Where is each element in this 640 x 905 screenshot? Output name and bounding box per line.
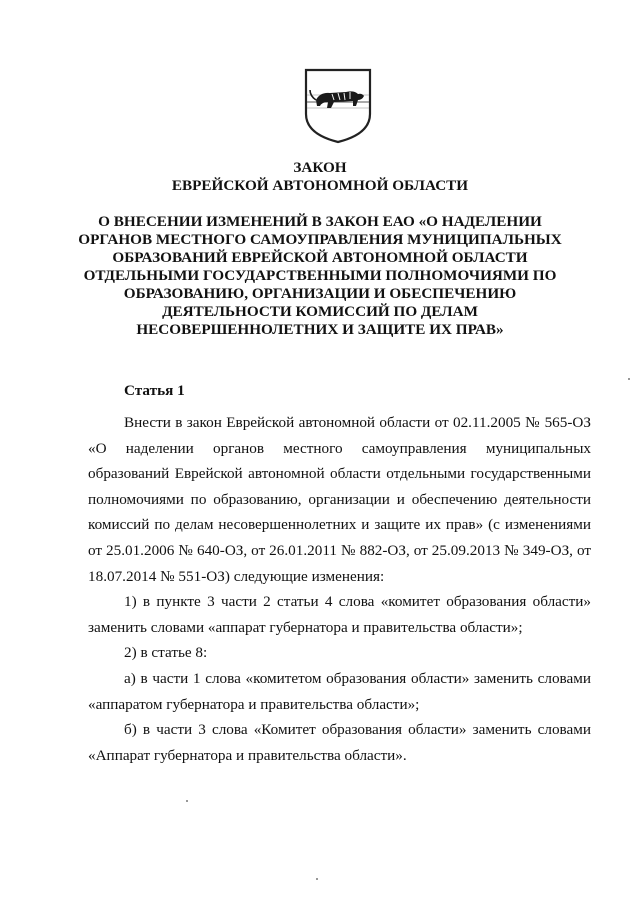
region-label: ЕВРЕЙСКОЙ АВТОНОМНОЙ ОБЛАСТИ [171, 177, 469, 194]
body-line: заменить словами «аппарат губернатора и правительства области»; [88, 618, 523, 636]
body-line: «Аппарат губернатора и правительства области». [88, 746, 407, 764]
article-body [88, 410, 591, 768]
body-line: Внести в закон Еврейской автономной области от 02.11.2005 № 565-ОЗ [124, 414, 591, 431]
scan-speck [186, 800, 188, 802]
body-line: комиссий по делам несовершеннолетних и защите их прав» (с изменениями [88, 516, 591, 534]
scan-speck [316, 878, 318, 880]
title-line: О ВНЕСЕНИИ ИЗМЕНЕНИЙ В ЗАКОН ЕАО «О НАДЕЛЕНИИ [98, 213, 542, 230]
title-line: ОРГАНОВ МЕСТНОГО САМОУПРАВЛЕНИЯ МУНИЦИПАЛЬНЫХ [78, 231, 562, 248]
title-line: ОТДЕЛЬНЫМИ ГОСУДАРСТВЕННЫМИ ПОЛНОМОЧИЯМИ ПО [83, 267, 557, 284]
scan-speck [628, 378, 630, 380]
body-line: «аппаратом губернатора и правительства области»; [88, 695, 420, 713]
article-heading: Статья 1 [124, 382, 185, 399]
body-line: 18.07.2014 № 551-ОЗ) следующие изменения: [88, 567, 385, 585]
body-line: б) в части 3 слова «Комитет образования области» заменить словами [124, 721, 591, 739]
law-label: ЗАКОН [293, 159, 347, 176]
body-line: «О наделении органов местного самоуправления муниципальных [88, 439, 591, 457]
body-line: полномочиями по образованию, организации и обеспечению деятельности [88, 490, 591, 508]
body-line: 2) в статье 8: [124, 644, 208, 662]
body-line: образований Еврейской автономной области отдельными государственными [88, 465, 591, 483]
tiger-icon [310, 90, 364, 108]
coat-of-arms-icon [298, 62, 378, 146]
body-line: а) в части 1 слова «комитетом образования области» заменить словами [124, 669, 591, 687]
body-line: 1) в пункте 3 части 2 статьи 4 слова «комитет образования области» [124, 593, 591, 611]
law-title [60, 213, 580, 339]
title-line: ДЕЯТЕЛЬНОСТИ КОМИССИЙ ПО ДЕЛАМ [162, 303, 478, 320]
body-line: от 25.01.2006 № 640-ОЗ, от 26.01.2011 № 882-ОЗ, от 25.09.2013 № 349-ОЗ, от [88, 541, 591, 559]
title-line: ОБРАЗОВАНИЙ ЕВРЕЙСКОЙ АВТОНОМНОЙ ОБЛАСТИ [112, 249, 528, 266]
title-line: ОБРАЗОВАНИЮ, ОРГАНИЗАЦИИ И ОБЕСПЕЧЕНИЮ [123, 285, 517, 302]
title-line: НЕСОВЕРШЕННОЛЕТНИХ И ЗАЩИТЕ ИХ ПРАВ» [136, 321, 504, 338]
